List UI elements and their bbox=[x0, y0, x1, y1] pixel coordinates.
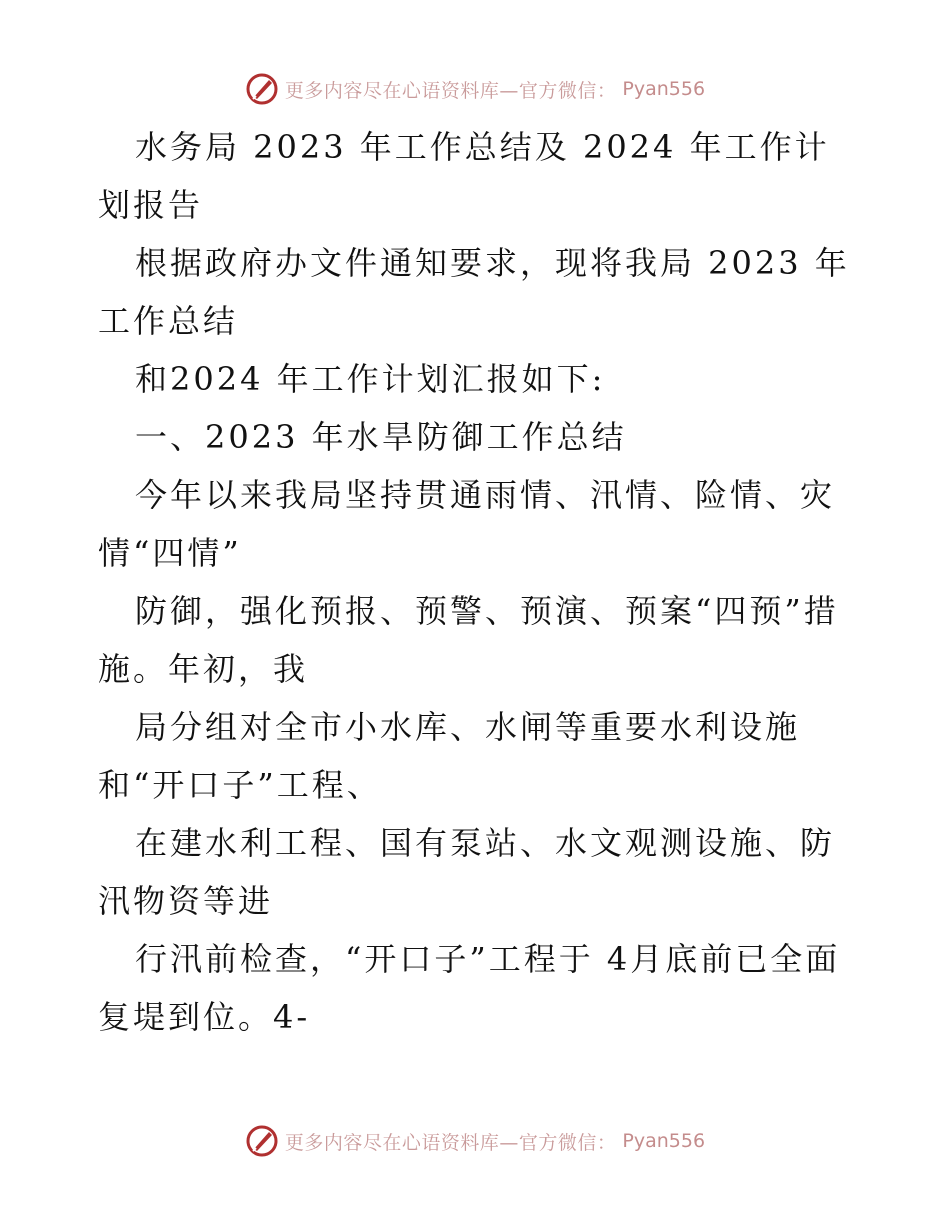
document-title: 水务局 2023 年工作总结及 2024 年工作计划报告 bbox=[98, 128, 830, 224]
watermark-text: 更多内容尽在心语资料库—官方微信： bbox=[284, 79, 617, 102]
document-body bbox=[98, 118, 858, 1046]
watermark-wechat-id: Pyan556 bbox=[622, 78, 706, 100]
paragraph: 防御，强化预报、预警、预演、预案“四预”措施。年初，我 bbox=[98, 592, 839, 688]
paragraph: 和2024 年工作计划汇报如下: bbox=[135, 360, 606, 398]
paragraph: 局分组对全市小水库、水闸等重要水利设施和“开口子”工程、 bbox=[98, 708, 801, 804]
footer-watermark bbox=[0, 1124, 950, 1158]
quill-logo-icon bbox=[245, 72, 279, 106]
quill-logo-icon bbox=[245, 1124, 279, 1158]
header-watermark bbox=[0, 72, 950, 106]
paragraph: 今年以来我局坚持贯通雨情、汛情、险情、灾情“四情” bbox=[98, 476, 836, 572]
paragraph: 行汛前检查，“开口子”工程于 4月底前已全面复堤到位。4- bbox=[98, 940, 841, 1036]
watermark-text: 更多内容尽在心语资料库—官方微信： bbox=[284, 1131, 617, 1154]
paragraph: 在建水利工程、国有泵站、水文观测设施、防汛物资等进 bbox=[98, 824, 836, 920]
paragraph: 根据政府办文件通知要求，现将我局 2023 年工作总结 bbox=[98, 244, 850, 340]
section-heading: 一、2023 年水旱防御工作总结 bbox=[135, 418, 627, 456]
watermark-wechat-id: Pyan556 bbox=[622, 1130, 706, 1152]
